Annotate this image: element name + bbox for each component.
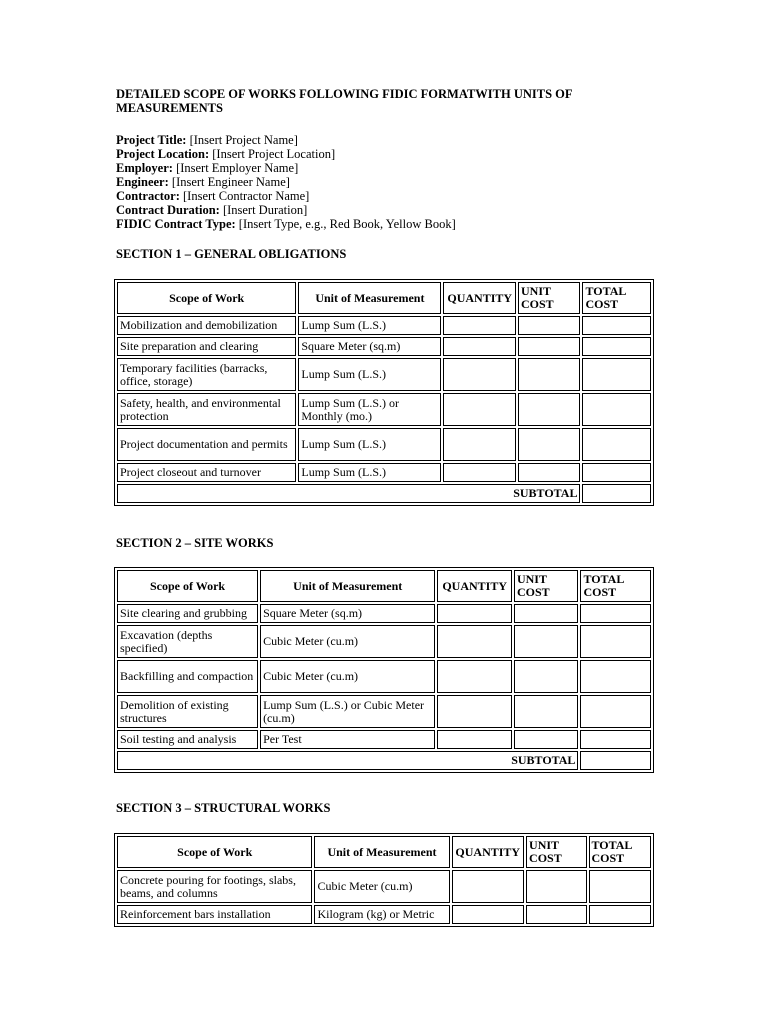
quantity-cell[interactable] bbox=[443, 428, 516, 461]
scope-header: Scope of Work bbox=[117, 570, 258, 602]
unit-cost-header: UNIT COST bbox=[526, 836, 586, 868]
meta-label: Project Title: bbox=[116, 133, 187, 147]
contract-type-line bbox=[116, 217, 456, 231]
unit-cost-header: UNIT COST bbox=[518, 282, 580, 314]
project-location-line bbox=[116, 147, 456, 161]
scope-cell: Reinforcement bars installation bbox=[117, 905, 312, 924]
unit-cost-header: UNIT COST bbox=[514, 570, 578, 602]
contract-duration-line bbox=[116, 203, 456, 217]
subtotal-row bbox=[117, 751, 651, 770]
total-cost-cell[interactable] bbox=[582, 337, 651, 356]
unit-cost-cell[interactable] bbox=[518, 358, 580, 391]
meta-label: Contract Duration: bbox=[116, 203, 220, 217]
table-row bbox=[117, 905, 651, 924]
scope-cell: Backfilling and compaction bbox=[117, 660, 258, 693]
quantity-cell[interactable] bbox=[437, 730, 512, 749]
table-header-row bbox=[117, 570, 651, 602]
table-header-row bbox=[117, 836, 651, 868]
scope-cell: Site preparation and clearing bbox=[117, 337, 296, 356]
unit-cost-cell[interactable] bbox=[526, 905, 586, 924]
table-row bbox=[117, 428, 651, 461]
contractor-line bbox=[116, 189, 456, 203]
unit-cost-cell[interactable] bbox=[526, 870, 586, 903]
scope-cell: Demolition of existing structures bbox=[117, 695, 258, 728]
scope-cell: Excavation (depths specified) bbox=[117, 625, 258, 658]
quantity-cell[interactable] bbox=[437, 604, 512, 623]
table-row bbox=[117, 393, 651, 426]
table-row bbox=[117, 660, 651, 693]
meta-value: [Insert Project Name] bbox=[186, 133, 298, 147]
subtotal-row bbox=[117, 484, 651, 503]
section-2-heading: SECTION 2 – SITE WORKS bbox=[116, 536, 274, 550]
quantity-header: QUANTITY bbox=[437, 570, 512, 602]
meta-label: Contractor: bbox=[116, 189, 180, 203]
project-title-line bbox=[116, 133, 456, 147]
quantity-cell[interactable] bbox=[452, 905, 525, 924]
employer-line bbox=[116, 161, 456, 175]
meta-label: FIDIC Contract Type: bbox=[116, 217, 236, 231]
quantity-cell[interactable] bbox=[452, 870, 525, 903]
engineer-line bbox=[116, 175, 456, 189]
scope-cell: Safety, health, and environmental protection bbox=[117, 393, 296, 426]
scope-cell: Temporary facilities (barracks, office, storage) bbox=[117, 358, 296, 391]
meta-value: [Insert Project Location] bbox=[209, 147, 336, 161]
total-cost-cell[interactable] bbox=[582, 463, 651, 482]
quantity-cell[interactable] bbox=[443, 316, 516, 335]
unit-cell: Cubic Meter (cu.m) bbox=[314, 870, 449, 903]
quantity-cell[interactable] bbox=[443, 463, 516, 482]
scope-cell: Site clearing and grubbing bbox=[117, 604, 258, 623]
unit-cost-cell[interactable] bbox=[514, 625, 578, 658]
unit-cost-cell[interactable] bbox=[518, 428, 580, 461]
total-cost-cell[interactable] bbox=[582, 358, 651, 391]
scope-header: Scope of Work bbox=[117, 282, 296, 314]
table-row bbox=[117, 695, 651, 728]
meta-value: [Insert Duration] bbox=[219, 203, 308, 217]
unit-cost-cell[interactable] bbox=[518, 393, 580, 426]
meta-label: Employer: bbox=[116, 161, 173, 175]
quantity-cell[interactable] bbox=[437, 625, 512, 658]
quantity-cell[interactable] bbox=[437, 695, 512, 728]
unit-cell: Cubic Meter (cu.m) bbox=[260, 625, 435, 658]
section-3-table bbox=[114, 833, 654, 927]
total-cost-cell[interactable] bbox=[580, 730, 651, 749]
section-3-heading: SECTION 3 – STRUCTURAL WORKS bbox=[116, 801, 331, 815]
scope-cell: Project closeout and turnover bbox=[117, 463, 296, 482]
meta-value: [Insert Type, e.g., Red Book, Yellow Book] bbox=[235, 217, 456, 231]
subtotal-label: SUBTOTAL bbox=[117, 751, 578, 770]
quantity-cell[interactable] bbox=[443, 393, 516, 426]
document-title: DETAILED SCOPE OF WORKS FOLLOWING FIDIC FORMATWITH UNITS OF MEASUREMENTS bbox=[116, 87, 573, 115]
scope-cell: Project documentation and permits bbox=[117, 428, 296, 461]
quantity-header: QUANTITY bbox=[452, 836, 525, 868]
table-row bbox=[117, 870, 651, 903]
table-row bbox=[117, 730, 651, 749]
unit-cell: Lump Sum (L.S.) bbox=[298, 316, 441, 335]
meta-value: [Insert Engineer Name] bbox=[168, 175, 290, 189]
total-cost-cell[interactable] bbox=[582, 428, 651, 461]
total-cost-cell[interactable] bbox=[580, 604, 651, 623]
unit-cost-cell[interactable] bbox=[514, 660, 578, 693]
unit-cell: Lump Sum (L.S.) or Cubic Meter (cu.m) bbox=[260, 695, 435, 728]
table-header-row bbox=[117, 282, 651, 314]
meta-value: [Insert Employer Name] bbox=[172, 161, 299, 175]
project-info bbox=[116, 133, 456, 231]
quantity-cell[interactable] bbox=[443, 358, 516, 391]
subtotal-label: SUBTOTAL bbox=[117, 484, 580, 503]
unit-header: Unit of Measurement bbox=[298, 282, 441, 314]
unit-header: Unit of Measurement bbox=[260, 570, 435, 602]
unit-cost-cell[interactable] bbox=[518, 316, 580, 335]
unit-header: Unit of Measurement bbox=[314, 836, 449, 868]
unit-cost-cell[interactable] bbox=[518, 337, 580, 356]
unit-cell: Lump Sum (L.S.) bbox=[298, 358, 441, 391]
scope-header: Scope of Work bbox=[117, 836, 312, 868]
table-row bbox=[117, 358, 651, 391]
scope-cell: Concrete pouring for footings, slabs, beams, and columns bbox=[117, 870, 312, 903]
table-row bbox=[117, 316, 651, 335]
unit-cell: Square Meter (sq.m) bbox=[260, 604, 435, 623]
unit-cell: Lump Sum (L.S.) or Monthly (mo.) bbox=[298, 393, 441, 426]
unit-cell: Lump Sum (L.S.) bbox=[298, 428, 441, 461]
scope-cell: Soil testing and analysis bbox=[117, 730, 258, 749]
table-row bbox=[117, 337, 651, 356]
quantity-header: QUANTITY bbox=[443, 282, 516, 314]
table-row bbox=[117, 463, 651, 482]
meta-label: Project Location: bbox=[116, 147, 210, 161]
meta-value: [Insert Contractor Name] bbox=[179, 189, 310, 203]
unit-cell: Kilogram (kg) or Metric bbox=[314, 905, 449, 924]
unit-cell: Per Test bbox=[260, 730, 435, 749]
quantity-cell[interactable] bbox=[437, 660, 512, 693]
total-cost-cell[interactable] bbox=[582, 316, 651, 335]
unit-cost-cell[interactable] bbox=[514, 730, 578, 749]
section-2-table bbox=[114, 567, 654, 773]
unit-cost-cell[interactable] bbox=[518, 463, 580, 482]
quantity-cell[interactable] bbox=[443, 337, 516, 356]
total-cost-cell[interactable] bbox=[580, 625, 651, 658]
total-cost-cell[interactable] bbox=[589, 905, 652, 924]
total-cost-cell[interactable] bbox=[580, 660, 651, 693]
total-cost-header: TOTAL COST bbox=[589, 836, 652, 868]
unit-cell: Cubic Meter (cu.m) bbox=[260, 660, 435, 693]
total-cost-header: TOTAL COST bbox=[582, 282, 651, 314]
table-row bbox=[117, 625, 651, 658]
unit-cost-cell[interactable] bbox=[514, 604, 578, 623]
total-cost-cell[interactable] bbox=[589, 870, 652, 903]
section-1-heading: SECTION 1 – GENERAL OBLIGATIONS bbox=[116, 247, 347, 261]
unit-cost-cell[interactable] bbox=[514, 695, 578, 728]
total-cost-header: TOTAL COST bbox=[580, 570, 651, 602]
section-1-table bbox=[114, 279, 654, 506]
meta-label: Engineer: bbox=[116, 175, 169, 189]
unit-cell: Square Meter (sq.m) bbox=[298, 337, 441, 356]
subtotal-cell[interactable] bbox=[582, 484, 651, 503]
table-row bbox=[117, 604, 651, 623]
total-cost-cell[interactable] bbox=[582, 393, 651, 426]
unit-cell: Lump Sum (L.S.) bbox=[298, 463, 441, 482]
total-cost-cell[interactable] bbox=[580, 695, 651, 728]
subtotal-cell[interactable] bbox=[580, 751, 651, 770]
scope-cell: Mobilization and demobilization bbox=[117, 316, 296, 335]
